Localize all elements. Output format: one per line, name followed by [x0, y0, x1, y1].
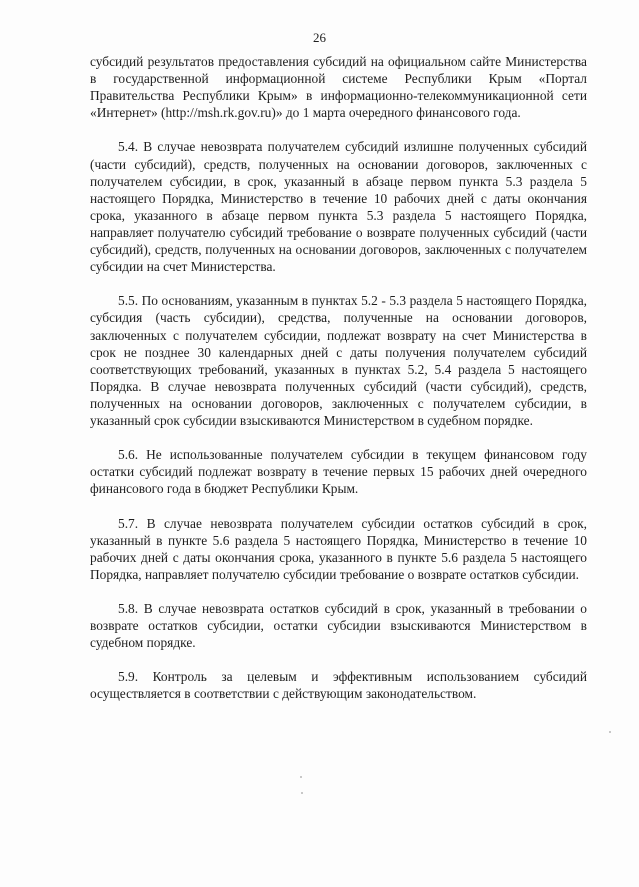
scan-speck — [301, 792, 303, 794]
document-body — [90, 53, 587, 703]
paragraph-continuation: субсидий результатов предоставления субсидий на официальном сайте Министерства в государственной информационной системе Республики Крым «Портал Правительства Республики Крым» в информационно-телекоммуникационной сети «Интернет» (http://msh.rk.gov.ru)» до 1 марта очередного финансового года. — [90, 54, 587, 121]
paragraph-5-6: 5.6. Не использованные получателем субсидии в текущем финансовом году остатки субсидий подлежат возврату в течение первых 15 рабочих дней очередного финансового года в бюджет Республики Крым. — [90, 447, 587, 497]
scan-speck — [609, 731, 611, 733]
page-number: 26 — [313, 30, 326, 45]
paragraph-5-9: 5.9. Контроль за целевым и эффективным использованием субсидий осуществляется в соответствии с действующим законодательством. — [90, 669, 587, 702]
scan-speck — [300, 776, 302, 778]
paragraph-5-8: 5.8. В случае невозврата остатков субсидий в срок, указанный в требовании о возврате остатков субсидии, остатки субсидии взыскиваются Министерством в судебном порядке. — [90, 601, 587, 651]
paragraph-5-4: 5.4. В случае невозврата получателем субсидий излишне полученных субсидий (части субсидий), средств, полученных на основании договоров, заключенных с получателем субсидии, в срок, указанный в абзаце первом пункта 5.3 раздела 5 настоящего Порядка, Министерство в течение 10 рабочих дней с даты окончания срока, указанного в абзаце первом пункта 5.3 раздела 5 настоящего Порядка, направляет получателю субсидий требование о возврате полученных субсидий (части субсидий), средств, полученных на основании договоров, заключенных с получателем субсидии на счет Министерства. — [90, 139, 587, 275]
paragraph-5-5: 5.5. По основаниям, указанным в пунктах 5.2 - 5.3 раздела 5 настоящего Порядка, субсидия (часть субсидии), средства, полученные на основании договоров, заключенных с получателем субсидии, подлежат возврату на счет Министерства в срок не позднее 30 календарных дней с даты получения получателем субсидий соответствующих требований, указанных в пунктах 5.2, 5.4 раздела 5 настоящего Порядка. В случае невозврата полученных субсидий (части субсидий), средств, полученных на основании договоров, заключенных с получателем субсидии, в указанный срок субсидии взыскиваются Министерством в судебном порядке. — [90, 293, 587, 428]
paragraph-5-7: 5.7. В случае невозврата получателем субсидии остатков субсидий в срок, указанный в пункте 5.6 раздела 5 настоящего Порядка, Министерство в течение 10 рабочих дней с даты окончания срока, указанного в пункте 5.6 раздела 5 настоящего Порядка, направляет получателю субсидии требование о возврате остатков субсидии. — [90, 515, 587, 582]
